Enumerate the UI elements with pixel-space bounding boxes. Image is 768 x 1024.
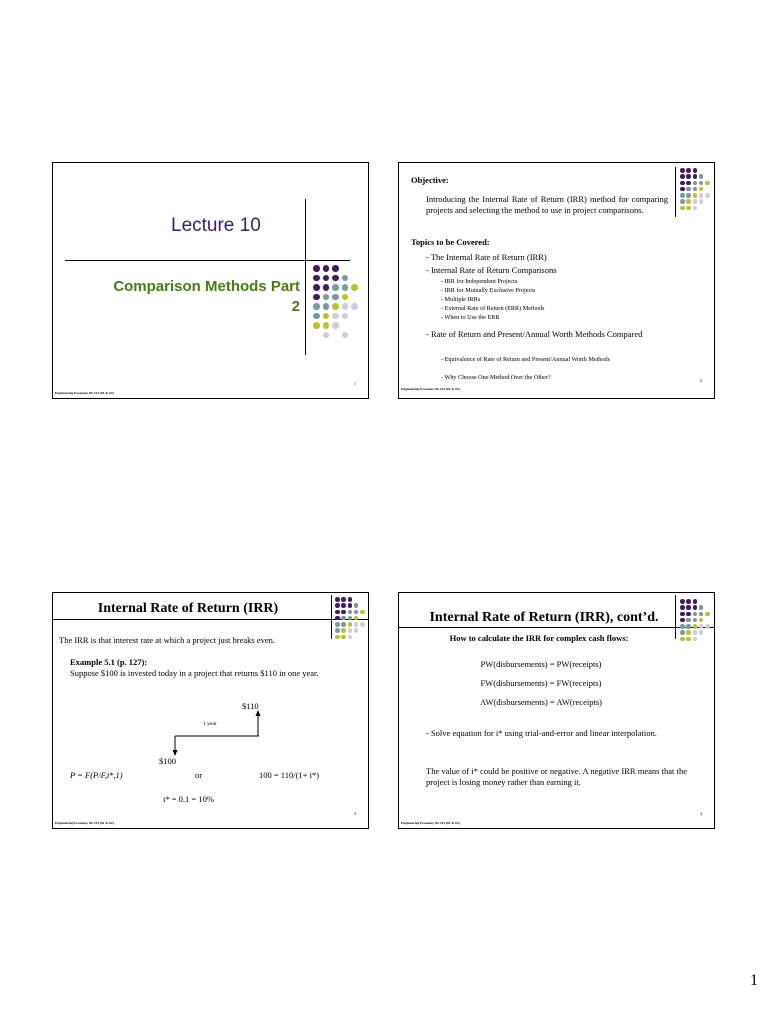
subtopic-mutually-exclusive: - IRR for Mutually Exclusive Projects — [441, 287, 536, 294]
slide-number: 1 — [354, 381, 356, 386]
objective-heading: Objective: — [411, 175, 449, 185]
slide-title: Internal Rate of Return (IRR), cont’d. — [429, 610, 659, 625]
vertical-rule — [331, 595, 332, 639]
lecture-subtitle-line-2: 2 — [291, 298, 300, 315]
equation-right: 100 = 110/(1+ i*) — [259, 770, 320, 780]
lecture-subtitle — [68, 277, 300, 317]
title-rule — [399, 627, 714, 628]
slide-number: 3 — [354, 811, 356, 816]
example-text: Suppose $100 is invested today in a project that returns $110 in one year. — [70, 668, 319, 678]
lecture-title: Lecture 10 — [171, 215, 261, 236]
objective-text: Introducing the Internal Rate of Return (IRR) method for comparing projects and selecting the method to use in project comparisons. — [426, 194, 668, 215]
slide-footer: Engineering Economy 85-313 (01 & 02) — [55, 821, 114, 825]
equation-left: P = F(P/F,i*,1) — [70, 770, 123, 780]
decorative-dot-grid — [680, 168, 710, 210]
example-heading: Example 5.1 (p. 127): — [70, 657, 148, 667]
subtopic-equivalence: - Equivalence of Rate of Return and Present/Annual Worth Methods — [441, 356, 610, 363]
horizontal-rule — [65, 260, 350, 261]
irr-result: i* = 0.1 = 10% — [163, 794, 214, 804]
solve-text: - Solve equation for i* using trial-and-error and linear interpolation. — [426, 728, 657, 738]
value-text: The value of i* could be positive or negative. A negative IRR means that the project is losing money rather than earning it. — [426, 766, 687, 787]
equation-fw: FW(disbursements) = FW(receipts) — [480, 678, 602, 688]
cash-flow-diagram — [163, 708, 263, 758]
slide-number: 4 — [700, 811, 702, 816]
irr-definition: The IRR is that interest rate at which a project just breaks even. — [59, 635, 275, 645]
receipt-arrowhead — [256, 710, 261, 716]
subtopic-multiple-irrs: - Multiple IRRs — [441, 296, 481, 303]
subtopic-why-choose: - Why Choose One Method Over the Other? — [441, 374, 551, 381]
topics-heading: Topics to be Covered: — [411, 237, 490, 247]
lecture-subtitle-line-1: Comparison Methods Part — [113, 278, 300, 295]
slide-title: Internal Rate of Return (IRR) — [97, 601, 279, 616]
equation-pw: PW(disbursements) = PW(receipts) — [480, 659, 602, 669]
slide-2 — [398, 162, 715, 399]
title-rule — [53, 619, 368, 620]
slide-footer: Engineering Economy 85-313 (01 & 02) — [55, 391, 114, 395]
slide-number: 2 — [700, 378, 702, 383]
slide-footer: Engineering Economy 85-313 (01 & 02) — [401, 387, 460, 391]
subtopic-independent: - IRR for Independent Projects — [441, 278, 518, 285]
handout-page-number: 1 — [750, 972, 758, 989]
decorative-dot-grid — [335, 597, 365, 639]
topic-irr-comparisons: - Internal Rate of Return Comparisons — [426, 265, 557, 275]
slide-4 — [398, 592, 715, 829]
subtopic-when-err: - When to Use the ERR — [441, 314, 500, 321]
topic-ror-compared: - Rate of Return and Present/Annual Worth Methods Compared — [426, 329, 643, 339]
decorative-dot-grid — [680, 599, 710, 641]
slide-1 — [52, 162, 369, 399]
decorative-dot-grid — [313, 265, 358, 338]
topic-irr: - The Internal Rate of Return (IRR) — [426, 252, 547, 262]
investment-label: $100 — [159, 756, 176, 766]
equation-aw: AW(disbursements) = AW(receipts) — [480, 697, 602, 707]
period-label: 1 year — [203, 721, 217, 727]
receipt-label: $110 — [242, 701, 259, 711]
equation-or: or — [195, 770, 203, 780]
vertical-rule — [675, 167, 676, 217]
slide-footer: Engineering Economy 85-313 (01 & 02) — [401, 821, 460, 825]
slide-3 — [52, 592, 369, 829]
slide-subheading: How to calculate the IRR for complex cash flows: — [449, 633, 629, 643]
vertical-rule — [305, 199, 306, 355]
subtopic-err-methods: - External Rate of Return (ERR) Methods — [441, 305, 545, 312]
